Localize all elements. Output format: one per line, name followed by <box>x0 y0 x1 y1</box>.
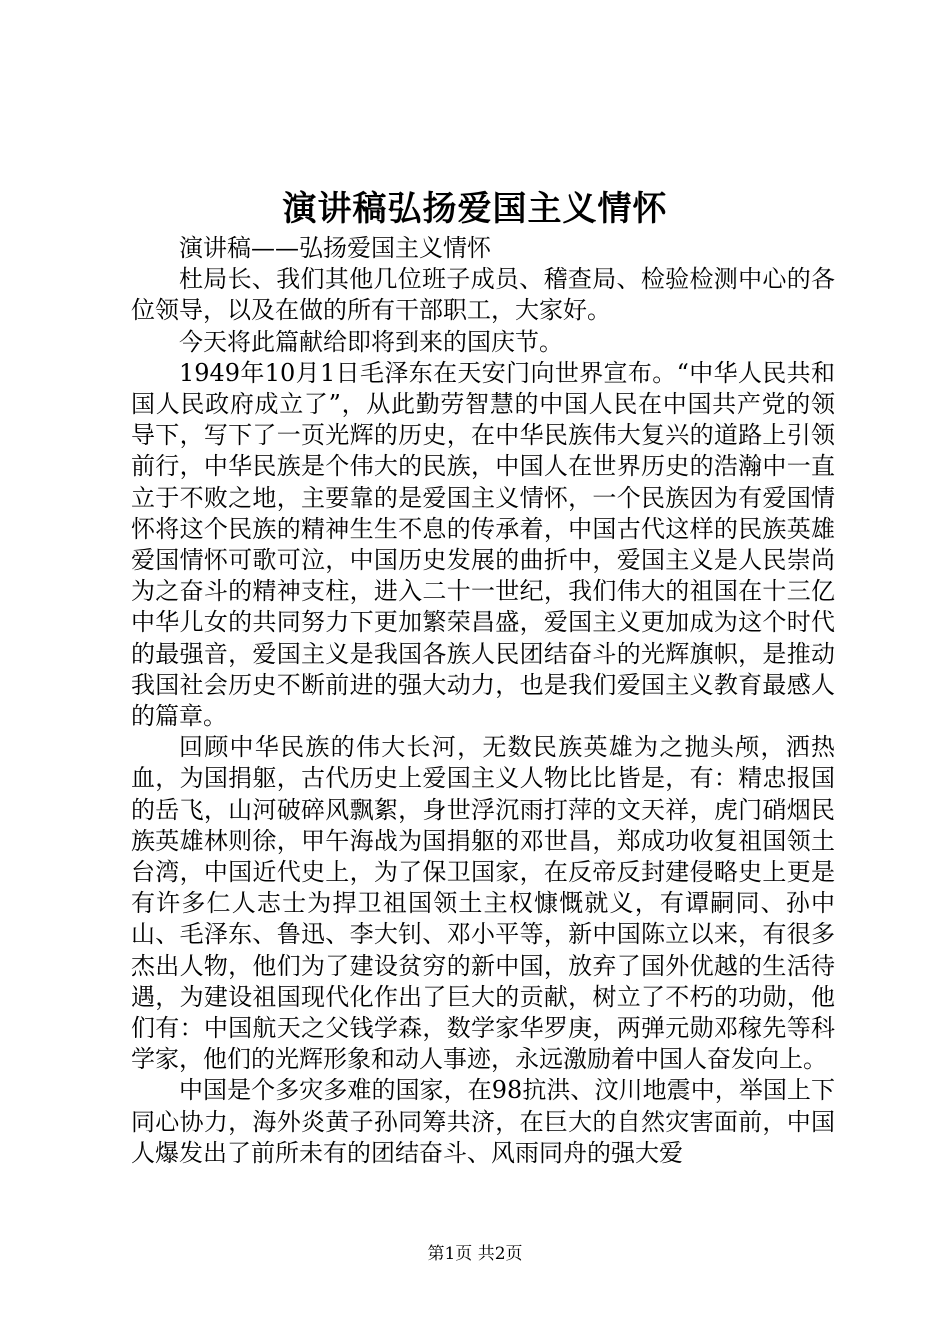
paragraph-heroes: 回顾中华民族的伟大长河，无数民族英雄为之抛头颅，洒热血，为国捐躯，古代历史上爱国主义人物比比皆是，有：精忠报国的岳飞，山河破碎风飘絮，身世浮沉雨打萍的文天祥，虎门硝烟民族英雄林则徐，甲午海战为国捐躯的邓世昌，郑成功收复祖国领土台湾，中国近代史上，为了保卫国家，在反帝反封建侵略史上更是有许多仁人志士为捍卫祖国领土主权慷慨就义，有谭嗣同、孙中山、毛泽东、鲁迅、李大钊、邓小平等，新中国陈立以来，有很多杰出人物，他们为了建设贫穷的新中国，放弃了国外优越的生活待遇，为建设祖国现代化作出了巨大的贡献，树立了不朽的功勋，他们有：中国航天之父钱学森，数学家华罗庚，两弹元勋邓稼先等科学家，他们的光辉形象和动人事迹，永远激励着中国人奋发向上。 <box>131 733 835 1074</box>
document-title: 演讲稿弘扬爱国主义情怀 <box>282 189 668 229</box>
paragraph-dedication: 今天将此篇献给即将到来的国庆节。 <box>179 327 563 356</box>
page-number-footer: 第1页 共2页 <box>427 1244 523 1264</box>
paragraph-greeting: 杜局长、我们其他几位班子成员、稽查局、检验检测中心的各位领导，以及在做的所有干部职工，大家好。 <box>131 265 835 325</box>
paragraph-heading: 演讲稿——弘扬爱国主义情怀 <box>179 234 491 262</box>
paragraph-history: 1949年10月1日毛泽东在天安门向世界宣布。“中华人民共和国人民政府成立了”，从此勤劳智慧的中国人民在中国共产党的领导下，写下了一页光辉的历史，在中华民族伟大复兴的道路上引领前行，中华民族是个伟大的民族，中国人在世界历史的浩瀚中一直立于不败之地，主要靠的是爱国主义情怀，一个民族因为有爱国情怀将这个民族的精神生生不息的传承着，中国古代这样的民族英雄爱国情怀可歌可泣，中国历史发展的曲折中，爱国主义是人民崇尚为之奋斗的精神支柱，进入二十一世纪，我们伟大的祖国在十三亿中华儿女的共同努力下更加繁荣昌盛，爱国主义更加成为这个时代的最强音，爱国主义是我国各族人民团结奋斗的光辉旗帜，是推动我国社会历史不断前进的强大动力，也是我们爱国主义教育最感人的篇章。 <box>131 358 835 731</box>
document-body <box>131 233 835 1169</box>
paragraph-disasters: 中国是个多灾多难的国家，在98抗洪、汶川地震中，举国上下同心协力，海外炎黄子孙同筹共济，在巨大的自然灾害面前，中国人爆发出了前所未有的团结奋斗、风雨同舟的强大爱 <box>131 1076 835 1167</box>
